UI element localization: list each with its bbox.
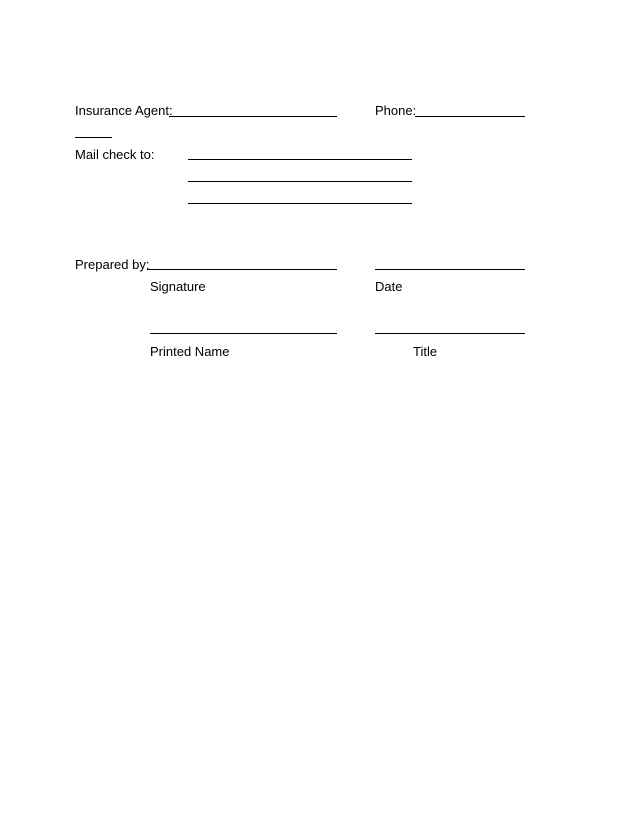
insurance-agent-label: Insurance Agent: — [75, 103, 173, 118]
date-label: Date — [375, 279, 403, 294]
date-field[interactable] — [375, 269, 525, 270]
phone-field[interactable] — [415, 116, 525, 117]
phone-label: Phone: — [375, 103, 417, 118]
phone-field-continuation[interactable] — [75, 137, 112, 138]
mail-address-line-2[interactable] — [188, 181, 412, 182]
mail-address-line-1[interactable] — [188, 159, 412, 160]
signature-label: Signature — [150, 279, 206, 294]
title-field[interactable] — [375, 333, 525, 334]
signature-field[interactable] — [147, 269, 337, 270]
title-label: Title — [413, 344, 438, 359]
mail-check-label: Mail check to: — [75, 147, 155, 162]
printed-name-label: Printed Name — [150, 344, 230, 359]
mail-address-line-3[interactable] — [188, 203, 412, 204]
insurance-agent-field[interactable] — [169, 116, 337, 117]
prepared-by-label: Prepared by: — [75, 257, 150, 272]
printed-name-field[interactable] — [150, 333, 337, 334]
